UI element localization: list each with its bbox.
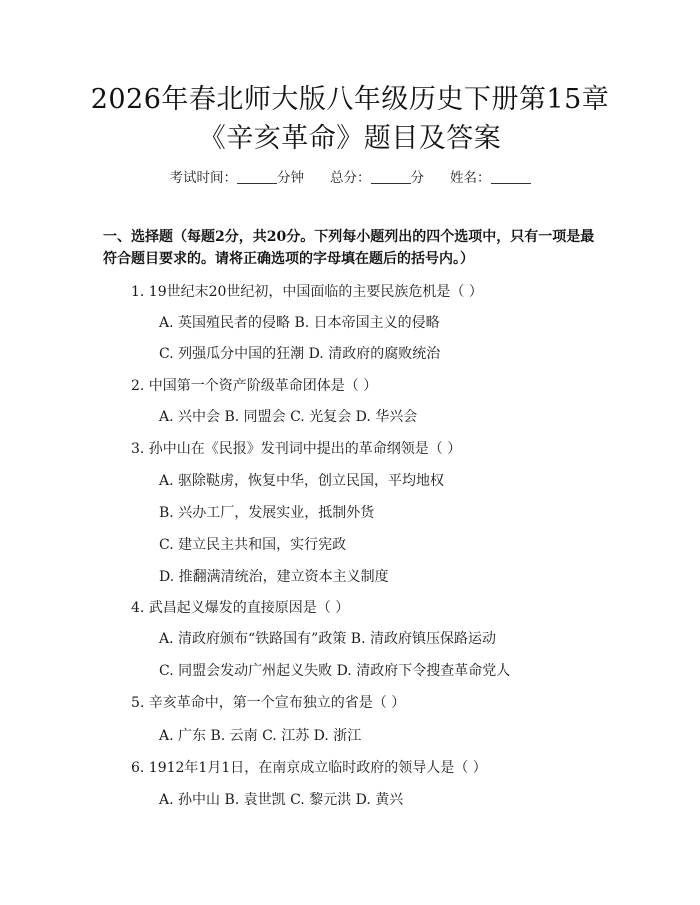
question-3-option-c: C. 建立民主共和国，实行宪政 — [159, 537, 347, 553]
score-unit: 分 — [410, 170, 424, 186]
question-6-options-1: A. 孙中山 B. 袁世凯 C. 黎元洪 D. 黄兴 — [159, 792, 404, 808]
question-3-option-a: A. 驱除鞑虏，恢复中华，创立民国，平均地权 — [159, 473, 445, 489]
question-4-options-2: C. 同盟会发动广州起义失败 D. 清政府下令搜查革命党人 — [159, 663, 511, 679]
question-4-stem: 4. 武昌起义爆发的直接原因是（ ） — [131, 600, 350, 616]
question-2-options-1: A. 兴中会 B. 同盟会 C. 光复会 D. 华兴会 — [159, 409, 418, 425]
exam-title-line-2: 《辛亥革命》题目及答案 — [198, 123, 502, 154]
question-5-stem: 5. 辛亥革命中，第一个宣布独立的省是（ ） — [131, 695, 406, 711]
question-4-options-1: A. 清政府颁布“铁路国有”政策 B. 清政府镇压保路运动 — [159, 631, 496, 647]
name-blank — [491, 169, 531, 184]
question-3-stem: 3. 孙中山在《民报》发刊词中提出的革命纲领是（ ） — [131, 441, 462, 457]
question-3-option-b: B. 兴办工厂，发展实业，抵制外货 — [159, 505, 375, 521]
exam-title-line-1: 2026年春北师大版八年级历史下册第15章 — [90, 84, 610, 115]
question-2-stem: 2. 中国第一个资产阶级革命团体是（ ） — [131, 378, 378, 394]
question-1-options-2: C. 列强瓜分中国的狂潮 D. 清政府的腐败统治 — [159, 346, 441, 362]
name-label: 姓名： — [450, 170, 491, 186]
question-1-options-1: A. 英国殖民者的侵略 B. 日本帝国主义的侵略 — [159, 315, 440, 331]
time-label: 考试时间： — [169, 170, 237, 186]
exam-meta-row — [0, 167, 700, 189]
time-unit: 分钟 — [277, 170, 304, 186]
score-blank — [371, 169, 411, 184]
question-5-options-1: A. 广东 B. 云南 C. 江苏 D. 浙江 — [159, 728, 362, 744]
section-heading: 一、选择题（每题2分，共20分。下列每小题列出的四个选项中，只有一项是最符合题目要求的。请将正确选项的字母填在题后的括号内。） — [103, 229, 595, 267]
question-6-stem: 6. 1912年1月1日，在南京成立临时政府的领导人是（ ） — [131, 760, 487, 776]
score-label: 总分： — [330, 170, 371, 186]
question-3-option-d: D. 推翻满清统治，建立资本主义制度 — [159, 569, 389, 585]
question-1-stem: 1. 19世纪末20世纪初，中国面临的主要民族危机是（ ） — [131, 284, 483, 300]
time-blank — [237, 169, 277, 184]
